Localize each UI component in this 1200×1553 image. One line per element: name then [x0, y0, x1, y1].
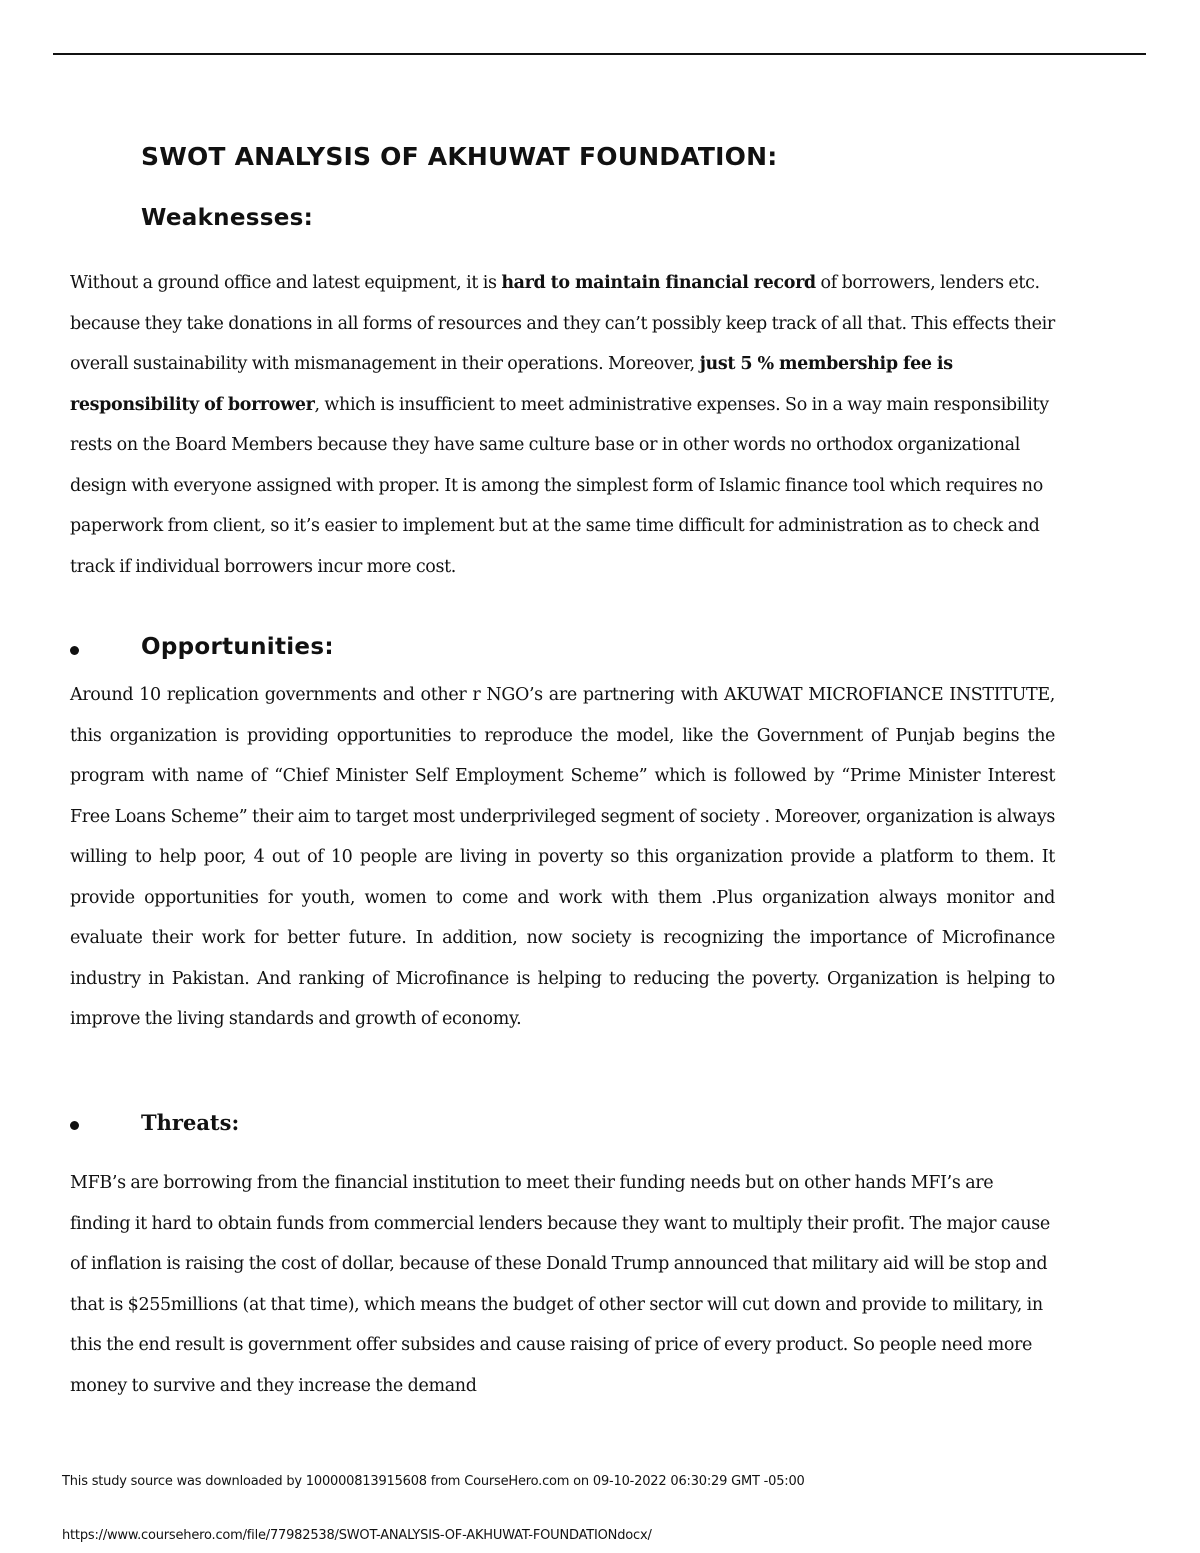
weaknesses-bold-2: just 5 % membership fee is responsibility of borrower	[70, 354, 953, 415]
threats-heading: Threats:	[141, 1110, 240, 1135]
weaknesses-text-2: of borrowers, lenders etc. because they take donations in all forms of resources and they can’t possibly keep track of all that. This effects their overall sustainability with mismanagement in their operations. Moreover,	[70, 273, 1055, 374]
threats-bullet-icon	[70, 1121, 79, 1130]
weaknesses-paragraph	[70, 263, 1055, 587]
footer-url[interactable]: https://www.coursehero.com/file/77982538/SWOT-ANALYSIS-OF-AKHUWAT-FOUNDATIONdocx/	[62, 1528, 652, 1543]
top-rule	[53, 53, 1146, 55]
opportunities-heading: Opportunities:	[141, 634, 334, 660]
opportunities-paragraph: Around 10 replication governments and other r NGO’s are partnering with AKUWAT MICROFIANCE INSTITUTE, this organization is providing opportunities to reproduce the model, like the Government of Punjab begins the program with name of “Chief Minister Self Employment Scheme” which is followed by “Prime Minister Interest Free Loans Scheme” their aim to target most underprivileged segment of society . Moreover, organization is always willing to help poor, 4 out of 10 people are living in poverty so this organization provide a platform to them. It provide opportunities for youth, women to come and work with them .Plus organization always monitor and evaluate their work for better future. In addition, now society is recognizing the importance of Microfinance industry in Pakistan. And ranking of Microfinance is helping to reducing the poverty. Organization is helping to improve the living standards and growth of economy.	[70, 685, 1055, 1029]
weaknesses-bold-1: hard to maintain financial record	[501, 273, 816, 293]
footer-source-note: This study source was downloaded by 100000813915608 from CourseHero.com on 09-10-2022 06:30:29 GMT -05:00	[62, 1474, 805, 1489]
weaknesses-heading: Weaknesses:	[141, 205, 314, 231]
threats-paragraph: MFB’s are borrowing from the financial institution to meet their funding needs but on other hands MFI’s are finding it hard to obtain funds from commercial lenders because they want to multiply their profit. The major cause of inflation is raising the cost of dollar, because of these Donald Trump announced that military aid will be stop and that is $255millions (at that time), which means the budget of other sector will cut down and provide to military, in this the end result is government offer subsides and cause raising of price of every product. So people need more money to survive and they increase the demand	[70, 1173, 1050, 1396]
document-title: SWOT ANALYSIS OF AKHUWAT FOUNDATION:	[141, 142, 778, 171]
weaknesses-text-1: Without a ground office and latest equipment, it is	[70, 273, 502, 293]
opportunities-bullet-icon	[70, 646, 79, 655]
weaknesses-text-3: , which is insufficient to meet administrative expenses. So in a way main responsibility rests on the Board Members because they have same culture base or in other words no orthodox organizational design with everyone assigned with proper. It is among the simplest form of Islamic finance tool which requires no paperwork from client, so it’s easier to implement but at the same time difficult for administration as to check and track if individual borrowers incur more cost.	[70, 394, 1049, 577]
